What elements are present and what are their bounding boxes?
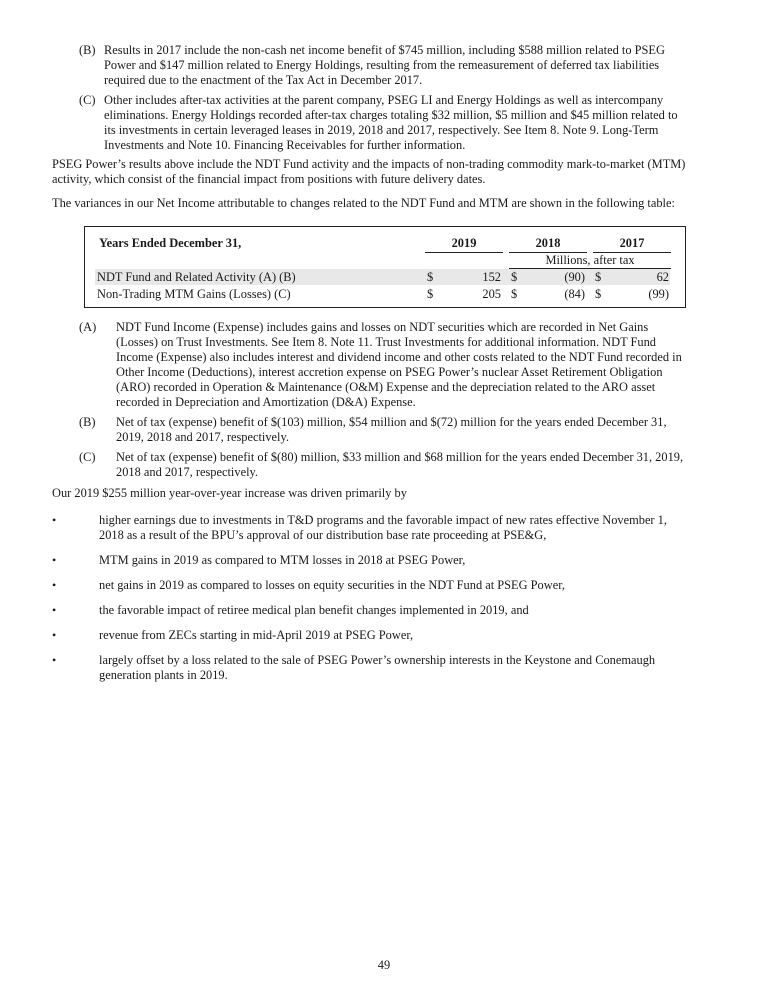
footnote-line: Income (Expense) also includes interest and dividend income and other costs related to the NDT Fund recorded in [116,350,682,364]
value-2018: (90) [564,270,585,284]
bullet-item [99,603,719,618]
footnote-line: 2019, 2018 and 2017, respectively. [116,430,289,444]
units-label: Millions, after tax [509,253,671,269]
footnote-line: recorded in Depreciation and Amortization (D&A) Expense. [116,395,416,409]
currency-symbol: $ [595,287,602,301]
bullet-line: the favorable impact of retiree medical plan benefit changes implemented in 2019, and [99,603,529,617]
footnote-line: Other includes after-tax activities at the parent company, PSEG LI and Energy Holdings as well as intercompany [104,93,664,107]
footnote-label: (C) [79,450,96,464]
bullet-line: MTM gains in 2019 as compared to MTM losses in 2018 at PSEG Power, [99,553,466,567]
year-header-2019: 2019 [425,236,503,253]
bullet-line: generation plants in 2019. [99,668,228,682]
footnote-label: (B) [79,43,96,57]
table-header-label: Years Ended December 31, [99,236,242,250]
value-2017: 62 [656,270,669,284]
currency-symbol: $ [427,287,434,301]
footnote-line: 2018 and 2017, respectively. [116,465,258,479]
bullet-line: 2018 as a result of the BPU’s approval of our distribution base rate proceeding at PSE&G, [99,528,547,542]
bullet-item [99,628,719,643]
currency-symbol: $ [427,270,434,284]
bullet-line: higher earnings due to investments in T&D programs and the favorable impact of new rates effective November 1, [99,513,667,527]
footnote-label: (A) [79,320,97,334]
currency-symbol: $ [511,287,518,301]
bullet-item [99,513,719,543]
currency-symbol: $ [595,270,602,284]
bullet-glyph: • [52,603,57,617]
footnote-label: (B) [79,415,96,429]
bullet-glyph: • [52,553,57,567]
footnote-line: Power and $147 million related to Energy Holdings, resulting from the remeasurement of deferred tax liabilities [104,58,660,72]
bullet-item [99,578,719,593]
footnote-line: Net of tax (expense) benefit of $(80) million, $33 million and $68 million for the years ended December 31, 2019, [116,450,684,464]
year-header-2018: 2018 [509,236,587,253]
bullet-glyph: • [52,628,57,642]
paragraph-line: PSEG Power’s results above include the NDT Fund activity and the impacts of non-trading commodity mark-to-market (MTM) [52,157,686,171]
bullet-line: largely offset by a loss related to the sale of PSEG Power’s ownership interests in the Keystone and Conemaugh [99,653,656,667]
footnote-line: Net of tax (expense) benefit of $(103) million, $54 million and $(72) million for the years ended December 31, [116,415,667,429]
value-2019: 152 [482,270,501,284]
footnote-line: Investments and Note 10. Financing Receivables for further information. [104,138,466,152]
value-2017: (99) [648,287,669,301]
bullet-glyph: • [52,578,57,592]
bullet-glyph: • [52,653,57,667]
paragraph-variances: The variances in our Net Income attributable to changes related to the NDT Fund and MTM are shown in the following table: [52,196,675,210]
value-2018: (84) [564,287,585,301]
paragraph-ndt-mtm [52,157,722,187]
footnote-line: Results in 2017 include the non-cash net income benefit of $745 million, including $588 million related to PSEG [104,43,665,57]
footnote-line: Other Income (Deductions), interest accretion expense on PSEG Power’s nuclear Asset Retirement Obligation [116,365,663,379]
value-2019: 205 [482,287,501,301]
table-row-label: NDT Fund and Related Activity (A) (B) [97,270,296,284]
footnote-label: (C) [79,93,96,107]
footnote-line: required due to the enactment of the Tax Act in December 2017. [104,73,423,87]
currency-symbol: $ [511,270,518,284]
paragraph-line: activity, which consist of the financial impact from positions with future delivery dates. [52,172,486,186]
bullet-item [99,653,719,683]
footnote-line: (ARO) recorded in Operation & Maintenance (O&M) Expense and the depreciation related to the ARO asset [116,380,656,394]
bullet-line: revenue from ZECs starting in mid-April 2019 at PSEG Power, [99,628,414,642]
bullet-glyph: • [52,513,57,527]
table-row-label: Non-Trading MTM Gains (Losses) (C) [97,287,291,301]
bullet-item [99,553,719,568]
bullet-line: net gains in 2019 as compared to losses on equity securities in the NDT Fund at PSEG Power, [99,578,565,592]
page-number: 49 [377,958,391,972]
year-header-2017: 2017 [593,236,671,253]
footnote-line: (Losses) on Trust Investments. See Item 8. Note 11. Trust Investments for additional information. NDT Fund [116,335,656,349]
footnote-line: its investments in certain leveraged leases in 2019, 2018 and 2017, respectively. See Item 8. Note 9. Long-Term [104,123,659,137]
footnote-line: NDT Fund Income (Expense) includes gains and losses on NDT securities which are recorded in Net Gains [116,320,649,334]
footnote-line: eliminations. Energy Holdings recorded after-tax charges totaling $32 million, $5 million and $45 million related to [104,108,678,122]
paragraph-increase: Our 2019 $255 million year-over-year increase was driven primarily by [52,486,407,500]
variance-table [84,226,686,308]
